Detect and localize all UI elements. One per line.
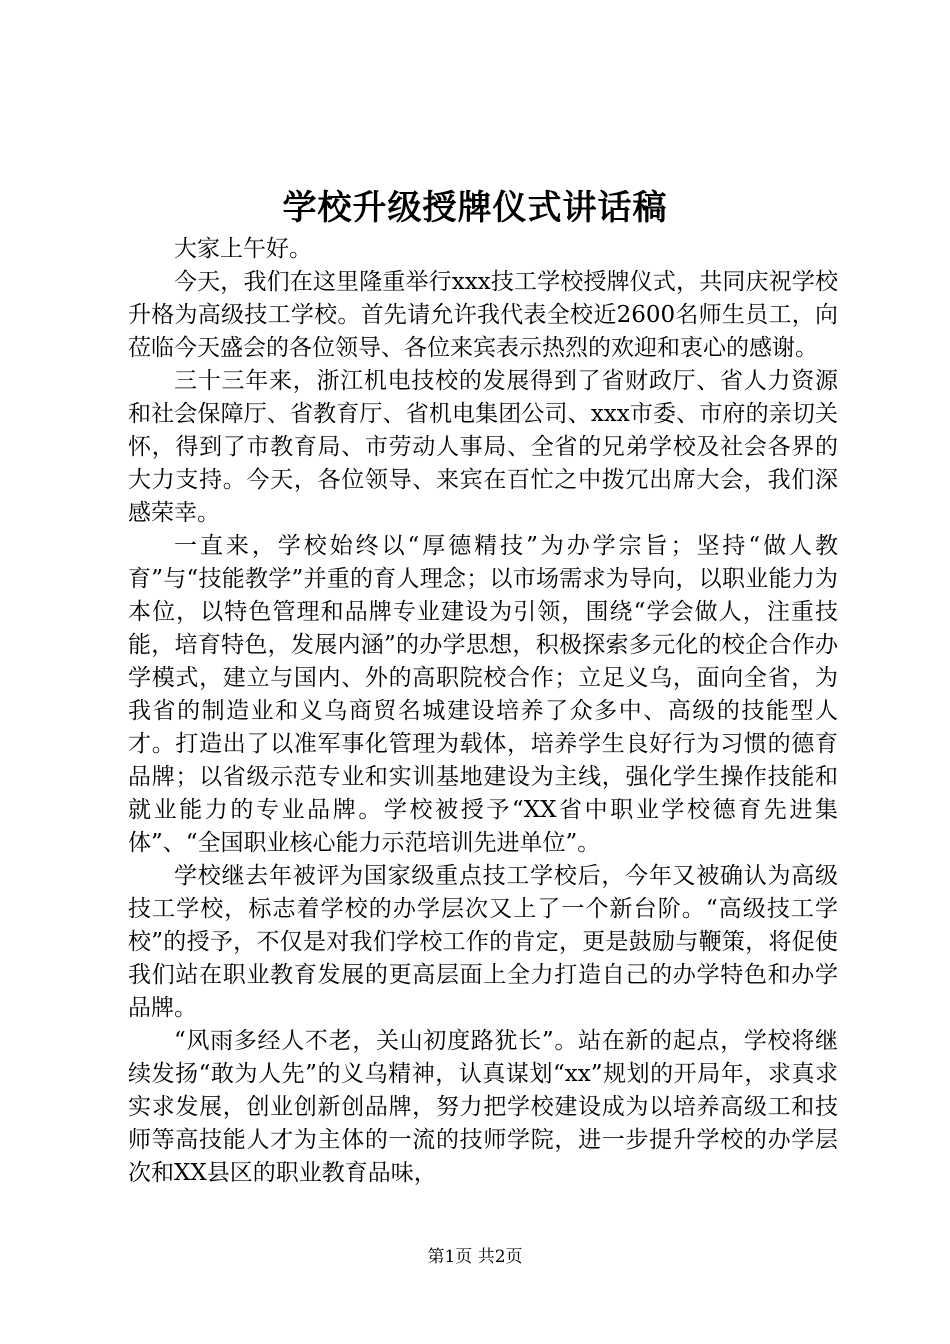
paragraph-future: “风雨多经人不老，关山初度路犹长”。站在新的起点，学校将继续发扬“敢为人先”的义乌精神，认真谋划“xx”规划的开局年，求真求实求发展，创业创新创品牌，努力把学校建设成为以培养高级工和技师等高技能人才为主体的一流的技师学院，进一步提升学校的办学层次和XX县区的职业教育品味，	[128, 1028, 838, 1186]
paragraph-history: 三十三年来，浙江机电技校的发展得到了省财政厅、省人力资源和社会保障厅、省教育厅、省机电集团公司、xxx市委、市府的亲切关怀，得到了市教育局、市劳动人事局、全省的兄弟学校及社会各界的大力支持。今天，各位领导、来宾在百忙之中拨冗出席大会，我们深感荣幸。	[128, 368, 838, 526]
document-title: 学校升级授牌仪式讲话稿	[282, 188, 668, 228]
paragraph-greeting: 大家上午好。	[174, 236, 312, 262]
document-body	[128, 233, 838, 1190]
paragraph-philosophy: 一直来，学校始终以“厚德精技”为办学宗旨；坚持“做人教育”与“技能教学”并重的育人理念；以市场需求为导向，以职业能力为本位，以特色管理和品牌专业建设为引领，围绕“学会做人，注重技能，培育特色，发展内涵”的办学思想，积极探索多元化的校企合作办学模式，建立与国内、外的高职院校合作；立足义乌，面向全省，为我省的制造业和义乌商贸名城建设培养了众多中、高级的技能型人才。打造出了以准军事化管理为载体，培养学生良好行为习惯的德育品牌；以省级示范专业和实训基地建设为主线，强化学生操作技能和就业能力的专业品牌。学校被授予“XX省中职业学校德育先进集体”、“全国职业核心能力示范培训先进单位”。	[128, 533, 838, 856]
paragraph-upgrade: 学校继去年被评为国家级重点技工学校后，今年又被确认为高级技工学校，标志着学校的办学层次又上了一个新台阶。“高级技工学校”的授予，不仅是对我们学校工作的肯定，更是鼓励与鞭策，将促使我们站在职业教育发展的更高层面上全力打造自己的办学特色和办学品牌。	[128, 863, 838, 1021]
paragraph-opening: 今天，我们在这里隆重举行xxx技工学校授牌仪式，共同庆祝学校升格为高级技工学校。首先请允许我代表全校近2600名师生员工，向莅临今天盛会的各位领导、各位来宾表示热烈的欢迎和衷心的感谢。	[128, 269, 838, 361]
page-number-footer: 第1页 共2页	[427, 1247, 523, 1267]
